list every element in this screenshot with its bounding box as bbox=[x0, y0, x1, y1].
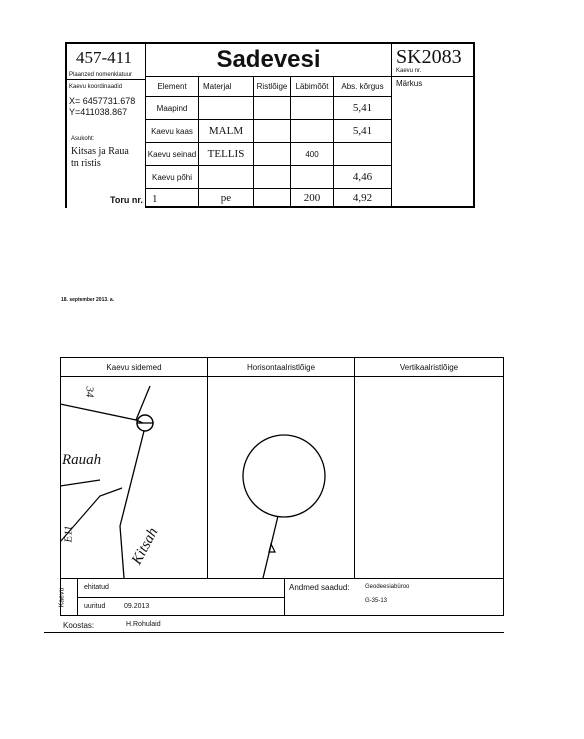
row-element: Maapind bbox=[156, 103, 188, 113]
koostas-label: Koostas: bbox=[63, 621, 95, 630]
row-labimoot: 400 bbox=[305, 149, 319, 159]
andmed-value1: Geodeesiabüroo bbox=[365, 584, 410, 590]
row-korgus: 5,41 bbox=[352, 125, 373, 137]
well-id-caption: Kaevu nr. bbox=[396, 68, 422, 74]
coord-x: X= 6457731.678 bbox=[69, 96, 136, 106]
hand-label-top: 34 bbox=[83, 386, 96, 398]
pipe-labimoot: 200 bbox=[303, 191, 321, 204]
sheet-number: 457-411 bbox=[76, 48, 133, 67]
row-element: Kaevu põhi bbox=[151, 172, 193, 182]
row-korgus: 4,46 bbox=[352, 171, 373, 183]
pipe-materjal: pe bbox=[220, 191, 232, 204]
well-id: SK2083 bbox=[396, 46, 462, 68]
location-line2: tn ristis bbox=[71, 158, 101, 169]
coord-y: Y=411038.867 bbox=[69, 107, 128, 117]
pipe-korgus: 4,92 bbox=[352, 191, 373, 204]
kaevu-label: Kaevu bbox=[58, 587, 66, 608]
row-element: Kaevu seinad bbox=[147, 149, 197, 159]
date-stamp: 18. september 2013. a. bbox=[61, 297, 115, 303]
sheet-number-caption: Plaanzed nomenklatuur bbox=[69, 72, 133, 78]
location-caption: Asukoht: bbox=[71, 136, 95, 142]
col-vertikaal: Vertikaalristlõige bbox=[399, 362, 459, 372]
andmed-label: Andmed saadud: bbox=[289, 583, 350, 592]
hand-label-kitsah: Kitsah bbox=[128, 525, 162, 568]
andmed-value2: G-35-13 bbox=[365, 598, 388, 604]
row-element: Kaevu kaas bbox=[151, 126, 193, 136]
col-labimoot: Läbimõõt bbox=[295, 82, 329, 91]
col-kaevu-sidemed: Kaevu sidemed bbox=[106, 362, 162, 372]
row-korgus: 5,41 bbox=[352, 102, 373, 114]
col-markus: Märkus bbox=[396, 79, 423, 88]
ehitatud-label: ehitatud bbox=[84, 584, 109, 591]
hand-label-rauah: Rauah bbox=[62, 452, 102, 468]
location-line1: Kitsas ja Raua bbox=[71, 146, 129, 157]
page-title: Sadevesi bbox=[216, 46, 321, 73]
hand-label-left: E11 bbox=[62, 525, 75, 543]
row-materjal: MALM bbox=[208, 125, 244, 137]
uuritud-label: uuritud bbox=[84, 603, 106, 610]
row-materjal: TELLIS bbox=[207, 148, 245, 160]
uuritud-value: 09.2013 bbox=[124, 603, 150, 610]
cross-section-sketch bbox=[208, 376, 354, 578]
col-ristloige: Ristlõige bbox=[256, 82, 288, 91]
coords-caption: Kaevu koordinaadid bbox=[69, 84, 123, 90]
col-horisontaal: Horisontaalristlõige bbox=[246, 362, 316, 372]
koostas-value: H.Rohulaid bbox=[126, 621, 161, 628]
col-korgus: Abs. kõrgus bbox=[341, 82, 384, 91]
pipe-label: Toru nr. bbox=[110, 195, 143, 205]
col-materjal: Materjal bbox=[203, 82, 232, 91]
col-element: Element bbox=[157, 82, 187, 91]
pipe-nr: 1 bbox=[152, 193, 158, 205]
